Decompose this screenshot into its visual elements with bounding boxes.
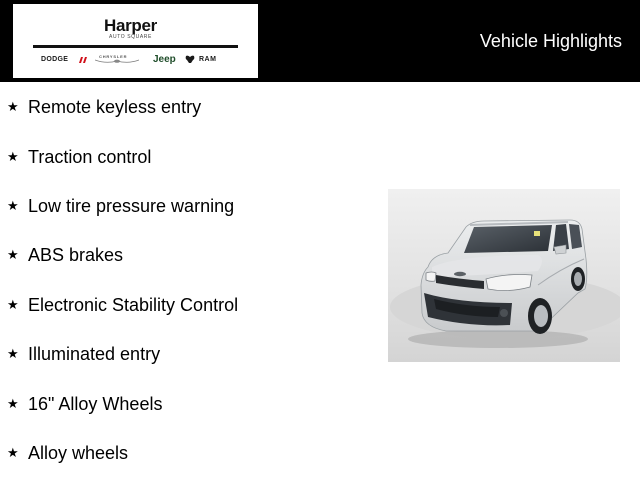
vehicle-image — [388, 189, 620, 362]
list-item — [0, 94, 380, 124]
list-item — [0, 193, 380, 223]
star-icon: ★ — [7, 446, 19, 461]
ram-logo: RAM — [199, 56, 217, 63]
star-icon: ★ — [7, 248, 19, 263]
page-header — [0, 0, 640, 82]
feature-label: Remote keyless entry — [28, 97, 202, 117]
list-item — [0, 242, 380, 272]
chrysler-wing-icon — [95, 59, 139, 64]
star-icon: ★ — [7, 397, 19, 412]
list-item — [0, 292, 380, 322]
star-icon: ★ — [7, 199, 19, 214]
dodge-stripes-icon — [79, 57, 89, 63]
feature-label: 16" Alloy Wheels — [28, 394, 163, 414]
star-icon: ★ — [7, 347, 19, 362]
list-item — [0, 440, 380, 470]
star-icon: ★ — [7, 100, 19, 115]
list-item — [0, 391, 380, 421]
feature-label: Alloy wheels — [28, 443, 129, 463]
dealer-name: Harper — [103, 16, 157, 35]
list-item — [0, 144, 380, 174]
feature-label: Traction control — [28, 147, 152, 167]
feature-label: Illuminated entry — [28, 344, 161, 364]
dodge-logo: DODGE — [41, 56, 69, 63]
feature-label: Electronic Stability Control — [28, 295, 239, 315]
page-title: Vehicle Highlights — [479, 31, 622, 51]
ram-head-icon — [185, 55, 195, 64]
star-icon: ★ — [7, 298, 19, 313]
jeep-logo: Jeep — [153, 54, 176, 65]
dealer-subtitle: AUTO SQUARE — [109, 34, 152, 40]
star-icon: ★ — [7, 150, 19, 165]
dealer-logo[interactable] — [13, 4, 258, 78]
feature-label: Low tire pressure warning — [28, 196, 235, 216]
vehicle-photo[interactable] — [388, 189, 620, 362]
logo-divider — [33, 45, 238, 48]
feature-label: ABS brakes — [28, 245, 124, 265]
brand-logos — [41, 54, 231, 66]
list-item — [0, 341, 380, 371]
chrysler-logo: CHRYSLER — [99, 54, 128, 59]
